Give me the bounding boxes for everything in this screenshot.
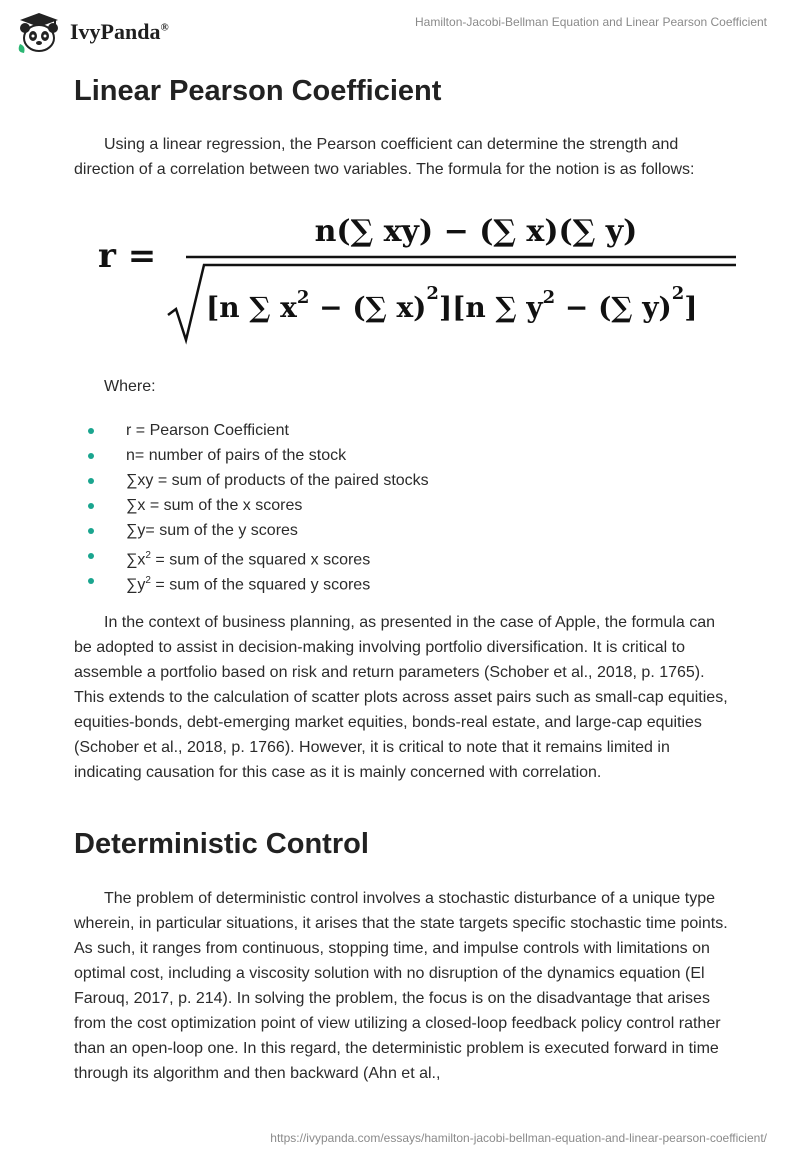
list-item: ∑xy = sum of products of the paired stocks <box>88 468 429 493</box>
formula-numerator: n(∑ xy) − (∑ x)(∑ y) <box>314 214 638 249</box>
definition-list <box>88 418 429 593</box>
list-item: r = Pearson Coefficient <box>88 418 429 443</box>
bullet-icon <box>88 428 94 434</box>
pearson-body-paragraph: In the context of business planning, as presented in the case of Apple, the formula can be adopted to assist in decision-making involving portfolio diversification. It is critical to assemble a portfolio based on risk and return parameters (Schober et al., 2018, p. 1765). This extends to the calculation of scatter plots across asset pairs such as small-cap equities, equities-bonds, debt-emerging market equities, bonds-real estate, and large-cap equities (Schober et al., 2018, p. 1766). However, it is critical to note that it remains limited in indicating causation for this case as it is mainly concerned with correlation. <box>74 614 728 781</box>
brand-logo[interactable] <box>14 10 169 54</box>
section-heading-deterministic: Deterministic Control <box>74 828 369 860</box>
registered-mark: ® <box>160 21 169 34</box>
list-item: ∑y= sum of the y scores <box>88 518 429 543</box>
list-item: $\sum y^2$ = sum of the squared y scores <box>88 568 429 593</box>
bullet-icon <box>88 503 94 509</box>
list-item: ∑x = sum of the x scores <box>88 493 429 518</box>
list-item: $\sum x^2$ = sum of the squared x scores <box>88 543 429 568</box>
bullet-icon <box>88 528 94 534</box>
deterministic-body-paragraph: The problem of deterministic control involves a stochastic disturbance of a unique type wherein, in particular situations, it arises that the state targets specific stochastic time points. As such, it ranges from continuous, stopping time, and impulse controls with limitations on optimal cost, including a viscosity solution with no disruption of the dynamics equation (El Farouq, 2017, p. 214). In solving the problem, the focus is on the disadvantage that arises from the cost optimization point of view utilizing a closed-loop feedback policy control rather than an open-loop one. In this regard, the deterministic problem is executed forward in time through its algorithm and then backward (Ahn et al., <box>74 890 728 1082</box>
list-item: n= number of pairs of the stock <box>88 443 429 468</box>
bullet-icon <box>88 578 94 584</box>
bullet-icon <box>88 553 94 559</box>
source-url-link[interactable]: https://ivypanda.com/essays/hamilton-jacobi-bellman-equation-and-linear-pearson-coefficient/ <box>270 1131 767 1145</box>
brand-name <box>70 19 169 45</box>
bullet-icon <box>88 453 94 459</box>
bullet-icon <box>88 478 94 484</box>
where-label: Where: <box>104 378 156 395</box>
brand-text: IvyPanda <box>70 19 161 44</box>
pearson-intro-paragraph: Using a linear regression, the Pearson coefficient can determine the strength and direction of a correlation between two variables. The formula for the notion is as follows: <box>74 136 695 178</box>
document-title: Hamilton-Jacobi-Bellman Equation and Linear Pearson Coefficient <box>415 15 767 29</box>
formula-denominator: [n ∑ $x^2$ − (∑ x)$^2$][n ∑ $y^2$ − (∑ y)$^2$] <box>206 283 698 324</box>
formula-lhs: r = <box>98 236 157 276</box>
page-header <box>0 0 800 60</box>
panda-logo-icon <box>14 10 64 54</box>
section-heading-pearson: Linear Pearson Coefficient <box>74 75 442 107</box>
pearson-formula <box>96 205 736 355</box>
